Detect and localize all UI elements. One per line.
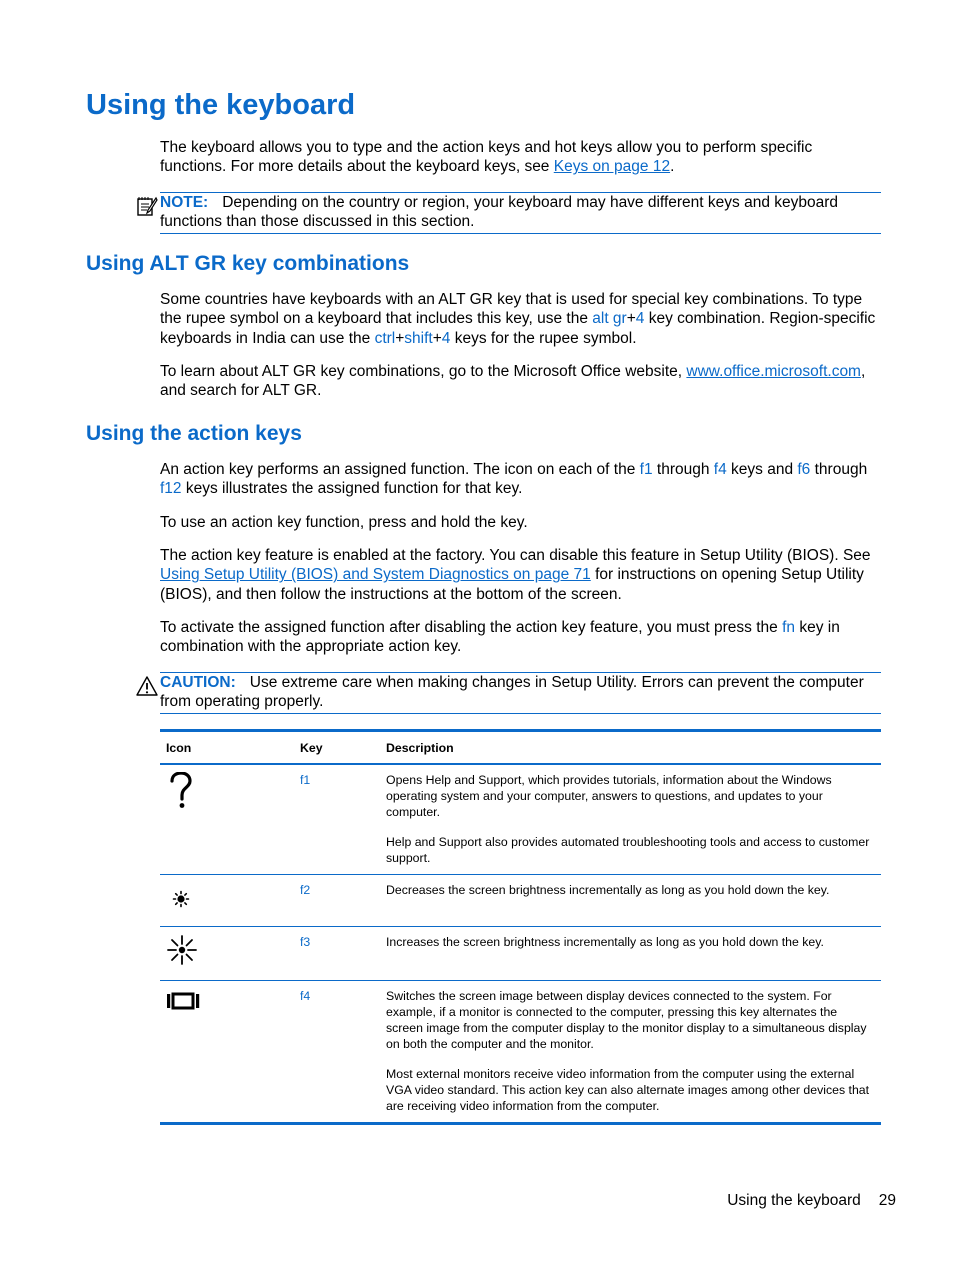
key-cell: f4 xyxy=(300,989,311,1003)
table-row xyxy=(160,927,881,981)
key-cell: f1 xyxy=(294,764,380,875)
key-f1: f1 xyxy=(639,461,653,478)
caution-icon xyxy=(136,675,158,697)
key-f6: f6 xyxy=(797,461,811,478)
key-4b: 4 xyxy=(441,329,451,347)
description-cell: Opens Help and Support, which provides tutorials, information about the Windows operating system and your computer, answers to questions, and updates to your computer. Help and Support also provides automated troubleshooting tools and access to customer support. xyxy=(380,764,881,875)
action-paragraph-1: An action key performs an assigned function. The icon on each of the f1 through f4 keys and f6 through f12 keys illustrates the assigned function for that key. xyxy=(160,461,868,498)
icon-cell xyxy=(160,927,294,981)
description-cell: Increases the screen brightness incrementally as long as you hold down the key. xyxy=(380,927,881,981)
note-text: Depending on the country or region, your keyboard may have different keys and keyboard functions than those discussed in this section. xyxy=(160,194,839,231)
note-icon xyxy=(136,195,158,217)
note-box xyxy=(160,192,881,234)
icon-cell xyxy=(160,764,294,875)
table-row xyxy=(160,875,881,927)
key-altgr: alt gr xyxy=(592,310,627,328)
key-fn: fn xyxy=(782,619,796,636)
page-title: Using the keyboard xyxy=(86,89,356,121)
key-cell: f2 xyxy=(294,875,380,927)
key-cell: f3 xyxy=(294,927,380,981)
help-icon xyxy=(166,772,196,810)
key-ctrl: ctrl xyxy=(374,329,396,347)
action-paragraph-2: To use an action key function, press and hold the key. xyxy=(160,514,528,531)
footer-section-title: Using the keyboard xyxy=(727,1192,861,1209)
altgr-paragraph-2: To learn about ALT GR key combinations, go to the Microsoft Office website, www.office.microsoft.com, and search for ALT GR. xyxy=(160,363,866,400)
switch-display-icon xyxy=(166,988,202,1012)
key-4: 4 xyxy=(635,310,645,328)
action-paragraph-3: The action key feature is enabled at the factory. You can disable this feature in Setup Utility (BIOS). See Using Setup Utility (BIOS) and System Diagnostics on page 71 for instructions on opening Setup Utility (BIOS), and then follow the instructions at the bottom of the screen. xyxy=(160,547,871,603)
table-row xyxy=(160,764,881,875)
header-icon: Icon xyxy=(160,731,294,765)
icon-cell xyxy=(160,875,294,927)
keys-page-link[interactable]: Keys on page 12 xyxy=(553,158,671,176)
page-number: 29 xyxy=(878,1192,896,1209)
header-key: Key xyxy=(294,731,380,765)
setup-utility-link[interactable]: Using Setup Utility (BIOS) and System Diagnostics on page 71 xyxy=(160,566,591,584)
description-cell: Switches the screen image between display devices connected to the system. For example, if a monitor is connected to the computer, pressing this key alternates the screen image from the computer display to the monitor display to a simultaneous display on both the computer and the monitor. Most external monitors receive video information from the computer using the external VGA video standard. This action key can also alternate images among other devices that are receiving video information from the computer. xyxy=(386,989,870,1113)
office-website-link[interactable]: www.office.microsoft.com xyxy=(686,363,861,380)
action-paragraph-4: To activate the assigned function after disabling the action key feature, you must press the fn key in combination with the appropriate action key. xyxy=(160,619,840,656)
page-footer xyxy=(727,1192,896,1210)
header-description: Description xyxy=(380,731,881,765)
key-f12: f12 xyxy=(160,480,182,498)
note-label: NOTE: xyxy=(160,194,209,211)
caution-label: CAUTION: xyxy=(160,674,236,691)
caution-box xyxy=(160,672,881,714)
description-cell: Decreases the screen brightness incrementally as long as you hold down the key. xyxy=(380,875,881,927)
table-header-row xyxy=(160,731,881,765)
brightness-up-icon xyxy=(166,934,200,968)
icon-cell xyxy=(160,981,294,1124)
heading-altgr: Using ALT GR key combinations xyxy=(86,252,410,275)
key-shift: shift xyxy=(404,329,433,347)
intro-paragraph: The keyboard allows you to type and the action keys and hot keys allow you to perform specific functions. For more details about the keyboard keys, see Keys on page 12. xyxy=(160,139,813,176)
action-keys-table xyxy=(160,729,881,1125)
altgr-paragraph-1: Some countries have keyboards with an ALT GR key that is used for special key combinations. To type the rupee symbol on a keyboard that includes this key, use the alt gr+4 key combination. Region-specific keyboards in India can use the ctrl+shift+4 keys for the rupee symbol. xyxy=(160,291,876,347)
heading-action-keys: Using the action keys xyxy=(86,422,302,445)
table-row xyxy=(160,981,881,1124)
brightness-down-icon xyxy=(166,882,196,910)
caution-text: Use extreme care when making changes in Setup Utility. Errors can prevent the computer from operating properly. xyxy=(160,674,864,711)
key-f4: f4 xyxy=(713,461,727,478)
